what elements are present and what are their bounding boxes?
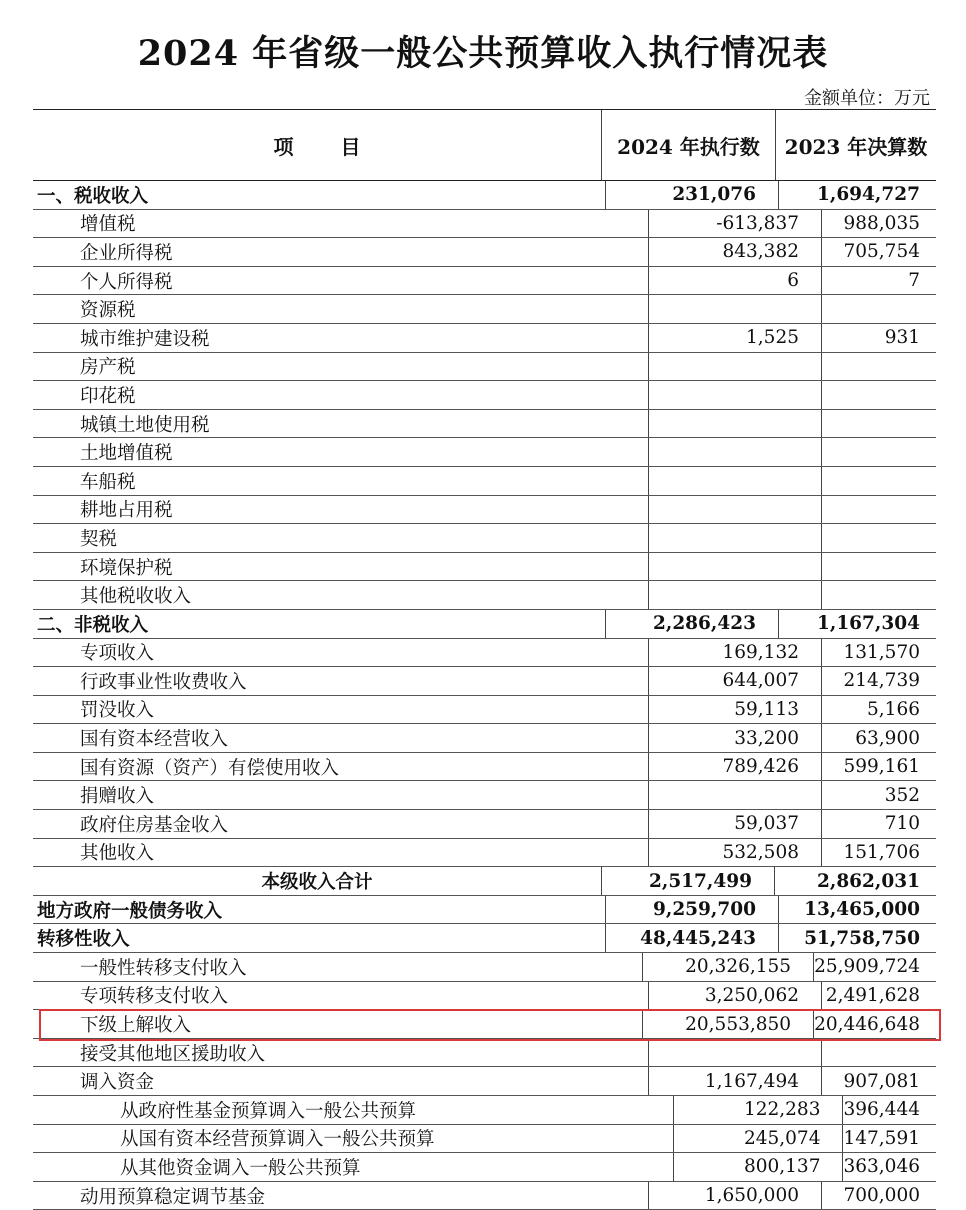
table-row (33, 1182, 936, 1210)
row-item: 从国有资本经营预算调入一般公共预算 (120, 1129, 435, 1151)
row-value-2024 (648, 295, 821, 323)
row-item: 城市维护建设税 (80, 328, 210, 350)
row-value-2024: 532,508 (648, 839, 821, 867)
row-value-2023: 700,000 (821, 1182, 936, 1210)
row-value-2024 (648, 496, 821, 524)
row-value-2024: 20,326,155 (642, 953, 813, 981)
row-item: 其他税收收入 (80, 586, 192, 608)
row-value-2023: 352 (821, 781, 936, 809)
row-value-2023: 63,900 (821, 724, 936, 752)
row-item: 罚没收入 (80, 700, 155, 722)
row-value-2024: 1,167,494 (648, 1067, 821, 1095)
table-row (33, 667, 936, 696)
table-row (33, 696, 936, 725)
row-item: 从政府性基金预算调入一般公共预算 (120, 1100, 417, 1122)
row-value-2023 (821, 295, 936, 323)
page-title: 2024 年省级一般公共预算收入执行情况表 (137, 33, 829, 74)
row-value-2024 (648, 410, 821, 438)
table-row (33, 581, 936, 610)
row-value-2023 (821, 553, 936, 581)
row-value-2023: 1,167,304 (778, 610, 936, 638)
row-value-2024: 6 (648, 267, 821, 295)
row-value-2024: 59,113 (648, 696, 821, 724)
row-value-2024: 48,445,243 (605, 924, 778, 952)
row-value-2024 (648, 438, 821, 466)
row-item: 本级收入合计 (261, 872, 373, 894)
row-item: 捐赠收入 (80, 786, 155, 808)
row-value-2024: -613,837 (648, 210, 821, 238)
row-item: 其他收入 (80, 843, 155, 865)
row-value-2023: 2,491,628 (821, 982, 936, 1010)
row-item: 二、非税收入 (37, 614, 149, 636)
row-item: 从其他资金调入一般公共预算 (120, 1157, 361, 1179)
table-row (33, 267, 936, 296)
row-value-2024 (648, 353, 821, 381)
row-value-2023: 147,591 (842, 1125, 936, 1153)
row-item: 国有资源（资产）有偿使用收入 (80, 757, 340, 779)
row-value-2023: 20,446,648 (813, 1010, 936, 1038)
row-value-2024: 169,132 (648, 639, 821, 667)
table-row (33, 438, 936, 467)
row-value-2024 (648, 467, 821, 495)
row-value-2024: 1,650,000 (648, 1182, 821, 1210)
table-row (33, 982, 936, 1011)
row-value-2023: 214,739 (821, 667, 936, 695)
table-row (33, 381, 936, 410)
row-value-2024 (648, 524, 821, 552)
row-item: 资源税 (80, 300, 136, 322)
header-2024: 2024 年执行数 (601, 110, 775, 180)
row-value-2024: 20,553,850 (642, 1010, 813, 1038)
row-item: 个人所得税 (80, 271, 173, 293)
row-item: 调入资金 (80, 1072, 155, 1094)
row-value-2024: 122,283 (673, 1096, 842, 1124)
table-row (33, 1153, 936, 1182)
row-item: 转移性收入 (37, 929, 130, 951)
table-row (33, 1039, 936, 1068)
row-value-2024: 644,007 (648, 667, 821, 695)
row-value-2023 (821, 1039, 936, 1067)
row-item: 城镇土地使用税 (80, 414, 210, 436)
table-row (33, 353, 936, 382)
unit-label: 金额单位：万元 (804, 88, 930, 109)
row-value-2023: 710 (821, 810, 936, 838)
row-value-2024: 231,076 (605, 181, 778, 209)
row-value-2023 (821, 581, 936, 609)
table-row (33, 839, 936, 868)
table-row (33, 181, 936, 210)
row-item: 行政事业性收费收入 (80, 671, 247, 693)
row-value-2024: 2,517,499 (601, 867, 774, 895)
row-value-2023: 931 (821, 324, 936, 352)
row-item: 地方政府一般债务收入 (37, 900, 223, 922)
table-row (33, 1096, 936, 1125)
row-value-2024: 59,037 (648, 810, 821, 838)
row-item: 契税 (80, 528, 118, 550)
table-row (33, 781, 936, 810)
table-row (33, 867, 936, 896)
table-row (33, 1010, 936, 1039)
table-row (33, 1125, 936, 1154)
table-row (33, 553, 936, 582)
row-item: 专项收入 (80, 643, 155, 665)
row-value-2024: 1,525 (648, 324, 821, 352)
row-value-2023: 363,046 (842, 1153, 936, 1181)
row-item: 国有资本经营收入 (80, 729, 229, 751)
row-value-2024: 800,137 (673, 1153, 842, 1181)
table-row (33, 524, 936, 553)
header-2023: 2023 年决算数 (775, 110, 936, 180)
row-value-2024 (648, 781, 821, 809)
row-value-2023 (821, 381, 936, 409)
row-item: 专项转移支付收入 (80, 986, 229, 1008)
table-row (33, 639, 936, 668)
row-value-2024 (648, 581, 821, 609)
row-item: 一、税收收入 (37, 185, 149, 207)
table-row (33, 295, 936, 324)
row-item: 一般性转移支付收入 (80, 957, 247, 979)
row-value-2024: 33,200 (648, 724, 821, 752)
table-header (33, 110, 936, 181)
row-value-2023 (821, 467, 936, 495)
row-item: 车船税 (80, 471, 136, 493)
table-row (33, 810, 936, 839)
row-value-2023: 1,694,727 (778, 181, 936, 209)
row-item: 印花税 (80, 385, 136, 407)
table-row (33, 610, 936, 639)
row-item: 房产税 (80, 357, 136, 379)
row-value-2024 (648, 553, 821, 581)
row-value-2023: 131,570 (821, 639, 936, 667)
row-item: 下级上解收入 (80, 1015, 192, 1037)
row-item: 增值税 (80, 214, 136, 236)
row-value-2024: 9,259,700 (605, 896, 778, 924)
table-row (33, 753, 936, 782)
row-item: 耕地占用税 (80, 500, 173, 522)
row-item: 政府住房基金收入 (80, 814, 229, 836)
table-row (33, 1067, 936, 1096)
row-value-2023: 25,909,724 (813, 953, 936, 981)
revenue-table (33, 109, 936, 1210)
row-value-2023: 599,161 (821, 753, 936, 781)
table-row (33, 924, 936, 953)
header-item: 项 目 (273, 134, 361, 159)
row-value-2023: 2,862,031 (774, 867, 936, 895)
table-row (33, 953, 936, 982)
row-value-2023: 988,035 (821, 210, 936, 238)
table-row (33, 324, 936, 353)
row-item: 接受其他地区援助收入 (80, 1043, 266, 1065)
row-value-2024 (648, 381, 821, 409)
table-row (33, 210, 936, 239)
row-item: 环境保护税 (80, 557, 173, 579)
row-value-2023: 705,754 (821, 238, 936, 266)
row-value-2023: 51,758,750 (778, 924, 936, 952)
row-value-2024: 843,382 (648, 238, 821, 266)
table-body (33, 181, 936, 1210)
table-row (33, 410, 936, 439)
table-row (33, 496, 936, 525)
table-row (33, 467, 936, 496)
row-value-2024: 3,250,062 (648, 982, 821, 1010)
row-value-2023 (821, 410, 936, 438)
row-value-2023 (821, 496, 936, 524)
row-value-2023: 907,081 (821, 1067, 936, 1095)
table-row (33, 896, 936, 925)
row-value-2023: 5,166 (821, 696, 936, 724)
row-value-2024: 789,426 (648, 753, 821, 781)
row-value-2024: 2,286,423 (605, 610, 778, 638)
row-value-2023 (821, 438, 936, 466)
row-value-2023: 396,444 (842, 1096, 936, 1124)
row-value-2023: 13,465,000 (778, 896, 936, 924)
row-value-2023 (821, 353, 936, 381)
row-value-2024: 245,074 (673, 1125, 842, 1153)
row-value-2023 (821, 524, 936, 552)
table-row (33, 724, 936, 753)
row-value-2023: 151,706 (821, 839, 936, 867)
row-item: 动用预算稳定调节基金 (80, 1186, 266, 1208)
table-row (33, 238, 936, 267)
row-item: 土地增值税 (80, 443, 173, 465)
row-value-2024 (648, 1039, 821, 1067)
row-value-2023: 7 (821, 267, 936, 295)
row-item: 企业所得税 (80, 242, 173, 264)
